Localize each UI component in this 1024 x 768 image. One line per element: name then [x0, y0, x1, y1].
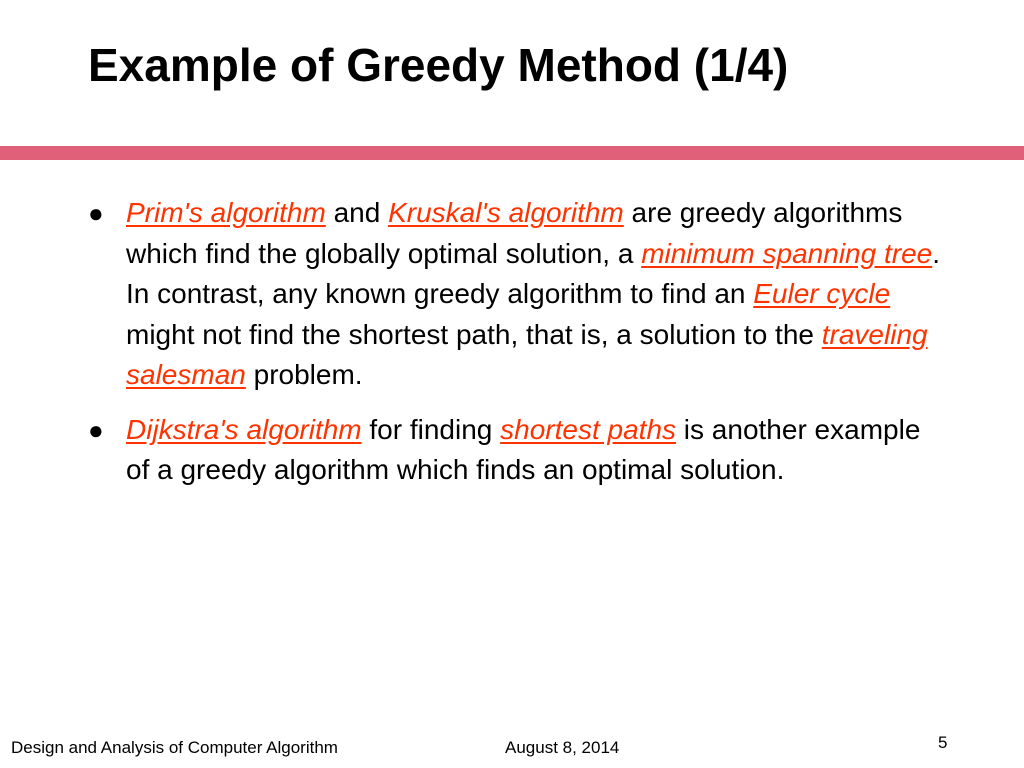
- bullet-item: [88, 410, 948, 491]
- page-number: 5: [938, 733, 948, 752]
- link-shortest-paths[interactable]: shortest paths: [500, 413, 677, 445]
- link-euler-cycle[interactable]: Euler cycle: [753, 278, 891, 309]
- link-kruskals-algorithm[interactable]: Kruskal's algorithm: [388, 197, 624, 228]
- text-run: are greedy algorithms which find the globally optimal solution, a: [126, 197, 903, 269]
- bullet-item: [88, 193, 948, 396]
- footer-date: August 8, 2014: [505, 738, 620, 757]
- footer-course-title: Design and Analysis of Computer Algorithm: [11, 738, 338, 757]
- text-run: is another example of a greedy algorithm which finds an optimal solution.: [126, 413, 921, 485]
- bullet-text: [126, 414, 920, 486]
- bullet-dot-icon: ●: [88, 198, 104, 228]
- text-run: for finding: [361, 413, 501, 445]
- slide-title: Example of Greedy Method (1/4): [88, 39, 789, 91]
- text-run: might not find the shortest path, that is, a solution to the: [126, 318, 822, 350]
- link-minimum-spanning-tree[interactable]: minimum spanning tree: [641, 237, 933, 269]
- link-prims-algorithm[interactable]: Prim's algorithm: [126, 197, 326, 228]
- text-run: . In contrast, any known greedy algorithm to find an: [126, 237, 940, 309]
- title-divider: [0, 146, 1024, 160]
- link-dijkstras-algorithm[interactable]: Dijkstra's algorithm: [126, 413, 362, 445]
- text-run: problem.: [245, 359, 363, 390]
- link-traveling-salesman[interactable]: traveling salesman: [126, 318, 928, 390]
- bullet-list: [88, 193, 948, 505]
- bullet-text: [126, 197, 940, 390]
- text-run: and: [325, 197, 389, 228]
- bullet-dot-icon: ●: [88, 414, 104, 445]
